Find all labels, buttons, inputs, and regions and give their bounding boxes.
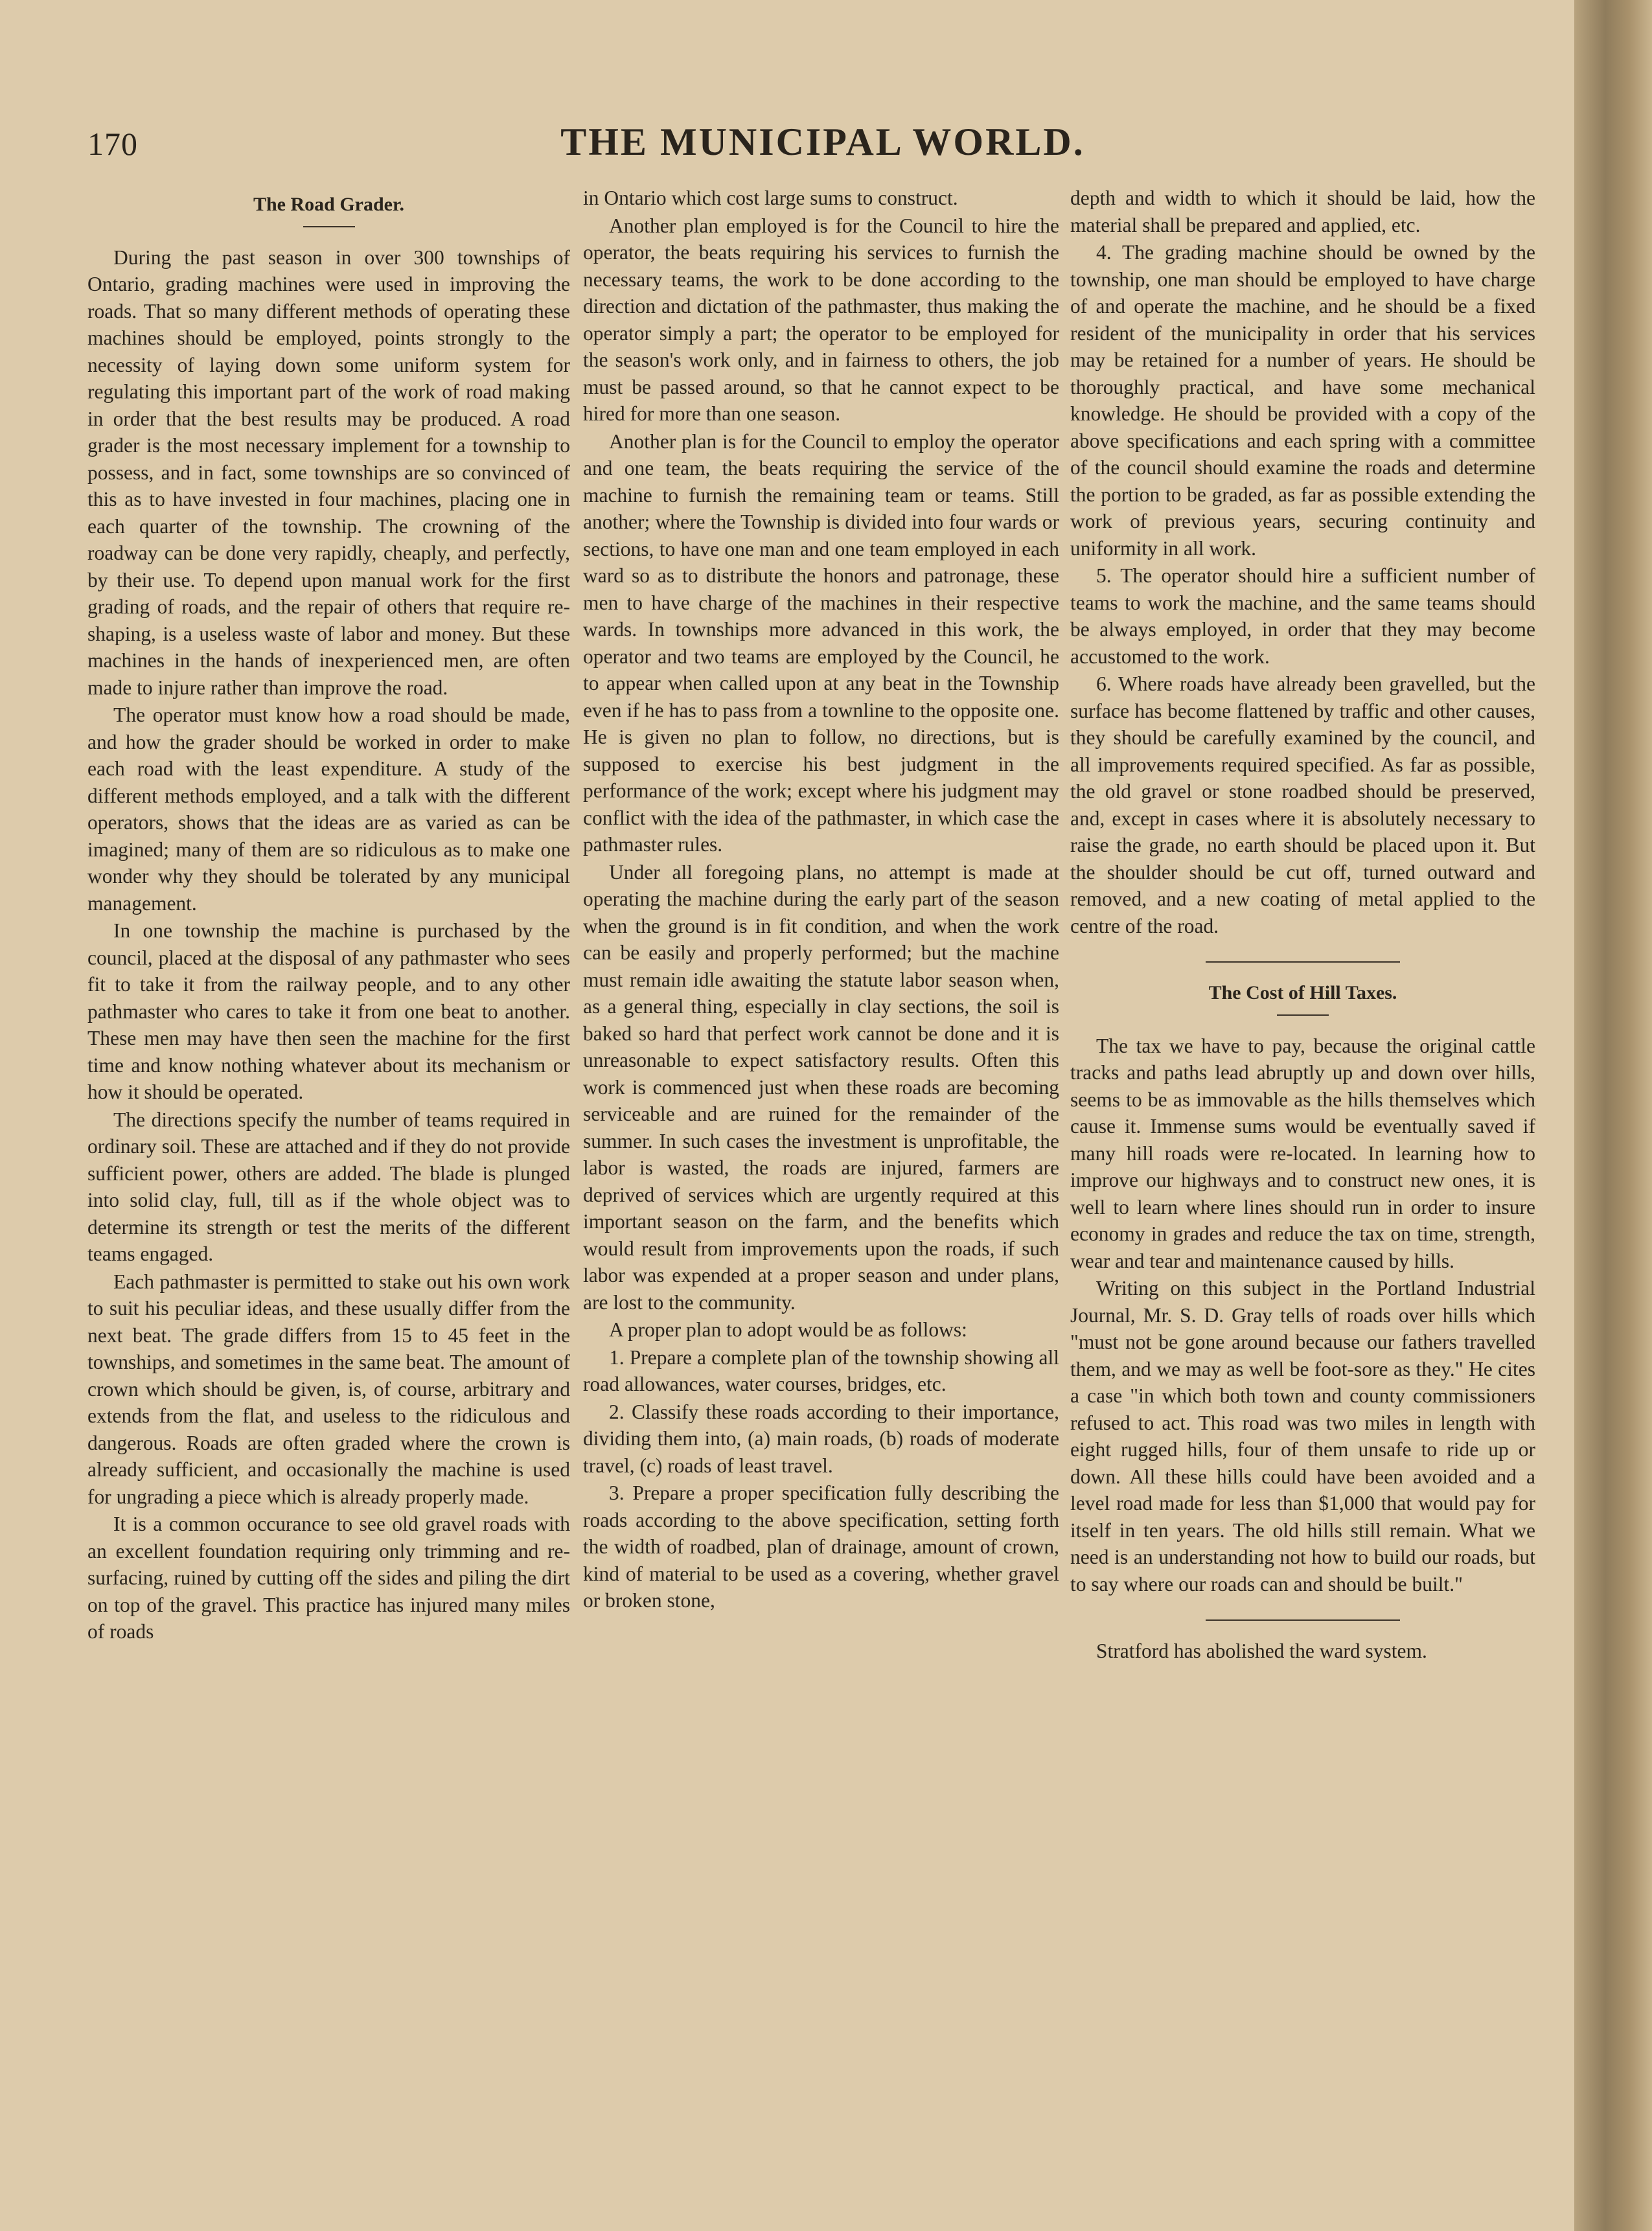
paragraph: The tax we have to pay, because the original cattle tracks and paths lead abruptly up and down over hills, seems to be as immovable as the hills themselves which cause it. Immense sums would be eventually saved if many hill roads were re-located. In learning how to improve our highways and to construct new ones, it is well to learn where lines should run in order to insure economy in grades and reduce the tax on time, strength, wear and tear and maintenance caused by hills. [1070, 1034, 1535, 1272]
paragraph: Under all foregoing plans, no attempt is made at operating the machine during the early part of the season when the ground is in fit condition, and when the work can be easily and properly performed; but the machine must remain idle awaiting the statute labor season when, as a general thing, especially in clay sections, the soil is baked so hard that perfect work cannot be done and it is unreasonable to expect satisfactory results. Often this work is commenced just when these roads are becoming serviceable and are ruined for the remainder of the summer. In such cases the investment is unprofitable, the labor is wasted, the roads are injured, farmers are deprived of services which are urgently required at this important season on the farm, and the benefits which would result from improvements upon the roads, if such labor was expended at a proper season and under plans, are lost to the community. [583, 860, 1059, 1314]
paragraph: It is a common occurance to see old gravel roads with an excellent foundation requiring only trimming and re-surfacing, ruined by cutting off the sides and piling the dirt on top of the gravel. This practice has injured many miles of roads [87, 1513, 570, 1643]
paragraph: During the past season in over 300 townships of Ontario, grading machines were used in improving the roads. That so many different methods of operating these machines should be employed, points strongly to the necessity of laying down some uniform system for regulating this important part of the work of road making in order that the best results may be produced. A road grader is the most necessary implement for a township to possess, and in fact, some townships are so convinced of this as to have invested in four machines, placing one in each quarter of the township. The crowning of the roadway can be done very rapidly, cheaply, and perfectly, by their use. To depend upon manual work for the first grading of roads, and the repair of others that require re-shaping, is a useless waste of labor and money. But these machines in the hands of inexperienced men, are often made to injure rather than improve the road. [87, 246, 570, 699]
paragraph: Another plan employed is for the Council to hire the operator, the beats requiring his services to furnish the necessary teams, the work to be done according to the direction and dictation of the pathmaster, thus making the operator simply a part; the operator to be employed for the season's work only, and in fairness to others, the job must be passed around, so that he cannot expect to be hired for more than one season. [583, 214, 1059, 425]
list-item: 5. The operator should hire a sufficient number of teams to work the machine, and the same teams should be always employed, in order that they may become accustomed to the work. [1070, 564, 1535, 668]
list-item: 3. Prepare a proper specification fully describing the roads according to the above specification, setting forth the width of roadbed, plan of drainage, amount of crown, kind of material to be used as a covering, whether gravel or broken stone, [583, 1482, 1059, 1612]
paragraph: The directions specify the number of teams required in ordinary soil. These are attached and if they do not provide sufficient power, others are added. The blade is plunged into solid clay, full, till as if the whole object was to determine its strength or test the merits of the different teams engaged. [87, 1108, 570, 1265]
section-divider [1206, 1619, 1400, 1621]
paragraph: in Ontario which cost large sums to construct. [583, 187, 958, 209]
column-3 [1070, 185, 1535, 2180]
list-item: 4. The grading machine should be owned by the township, one man should be employed to have charge of and operate the machine, and he should be a fixed resident of the municipality in order that his services may be retained for a number of years. He should be thoroughly practical, and have some mechanical knowledge. He should be provided with a copy of the above specifications and each spring with a committee of the council should examine the roads and determine the portion to be graded, as far as possible extending the work of previous years, securing continuity and uniformity in all work. [1070, 241, 1535, 560]
section-divider [1206, 961, 1400, 963]
heading-rule [1277, 1014, 1329, 1016]
column-1 [87, 185, 570, 2180]
paragraph: The operator must know how a road should be made, and how the grader should be worked in order to make each road with the least expenditure. A study of the different methods employed, and a talk with the different operators, shows that the ideas are as varied as can be imagined; many of them are so ridiculous as to make one wonder why they should be tolerated by any municipal management. [87, 704, 570, 915]
column-2 [583, 185, 1059, 2180]
paragraph: Writing on this subject in the Portland Industrial Journal, Mr. S. D. Gray tells of roads over hills which "must not be gone around because our fathers travelled them, and we may as well be foot-sore as they." He cites a case "in which both town and county commissioners refused to act. This road was two miles in length with eight rugged hills, four of them unsafe to ride up or down. All these hills could have been avoided and a level road made for less than $1,000 that would pay for itself in ten years. The old hills still remain. What we need is an understanding not how to build our roads, but to say where our roads can and should be built." [1070, 1277, 1535, 1596]
article-heading-hill-taxes: The Cost of Hill Taxes. [1208, 982, 1397, 1003]
masthead: THE MUNICIPAL WORLD. [560, 120, 1085, 163]
article-heading-road-grader: The Road Grader. [253, 194, 405, 215]
closing-note: Stratford has abolished the ward system. [1096, 1640, 1427, 1662]
paragraph: Another plan is for the Council to employ the operator and one team, the beats requiring the service of the machine to furnish the remaining team or teams. Still another; where the Township is divided into four wards or sections, to have one man and one team employed in each ward so as to distribute the honors and patronage, these men to have charge of the machines in their respective wards. In townships more advanced in this work, the operator and two teams are employed by the Council, he to appear when called upon at any beat in the Township even if he has to pass from a townline to the opposite one. He is given no plan to follow, no directions, but is supposed to exercise his best judgment in the performance of the work; except where his judgment may conflict with the idea of the pathmaster, in which case the pathmaster rules. [583, 429, 1059, 856]
list-item: 2. Classify these roads according to their importance, dividing them into, (a) main roads, (b) roads of moderate travel, (c) roads of least travel. [583, 1400, 1059, 1477]
list-item: 1. Prepare a complete plan of the township showing all road allowances, water courses, bridges, etc. [583, 1345, 1059, 1395]
heading-rule [303, 226, 355, 227]
paragraph: In one township the machine is purchased by the council, placed at the disposal of any pathmaster who sees fit to take it from the railway people, and to any other pathmaster who cares to take it from one beat to another. These men may have then seen the machine for the first time and know nothing whatever about its mechanism or how it should be operated. [87, 919, 570, 1103]
paragraph: Each pathmaster is permitted to stake out his own work to suit his peculiar ideas, and these usually differ from the next beat. The grade differs from 15 to 45 feet in the townships, and sometimes in the same beat. The amount of crown which should be given, is, of course, arbitrary and extends from the flat, and useless to the ridiculous and dangerous. Roads are often graded where the crown is already sufficient, and occasionally the machine is used for ungrading a piece which is already properly made. [87, 1270, 570, 1508]
book-spine [1574, 0, 1652, 2231]
page-header [87, 120, 1558, 172]
paragraph: A proper plan to adopt would be as follows: [609, 1318, 967, 1341]
list-item: 6. Where roads have already been gravelled, but the surface has become flattened by traffic and other causes, they should be carefully examined by the council, and all improvements required specified. As far as possible, the old gravel or stone roadbed should be preserved, and, except in cases where it is absolutely necessary to raise the grade, no earth should be placed upon it. But the shoulder should be cut off, turned outward and removed, and a new coating of metal applied to the centre of the road. [1070, 672, 1535, 937]
page-number: 170 [87, 126, 138, 162]
paragraph: depth and width to which it should be laid, how the material shall be prepared and applied, etc. [1070, 187, 1535, 236]
